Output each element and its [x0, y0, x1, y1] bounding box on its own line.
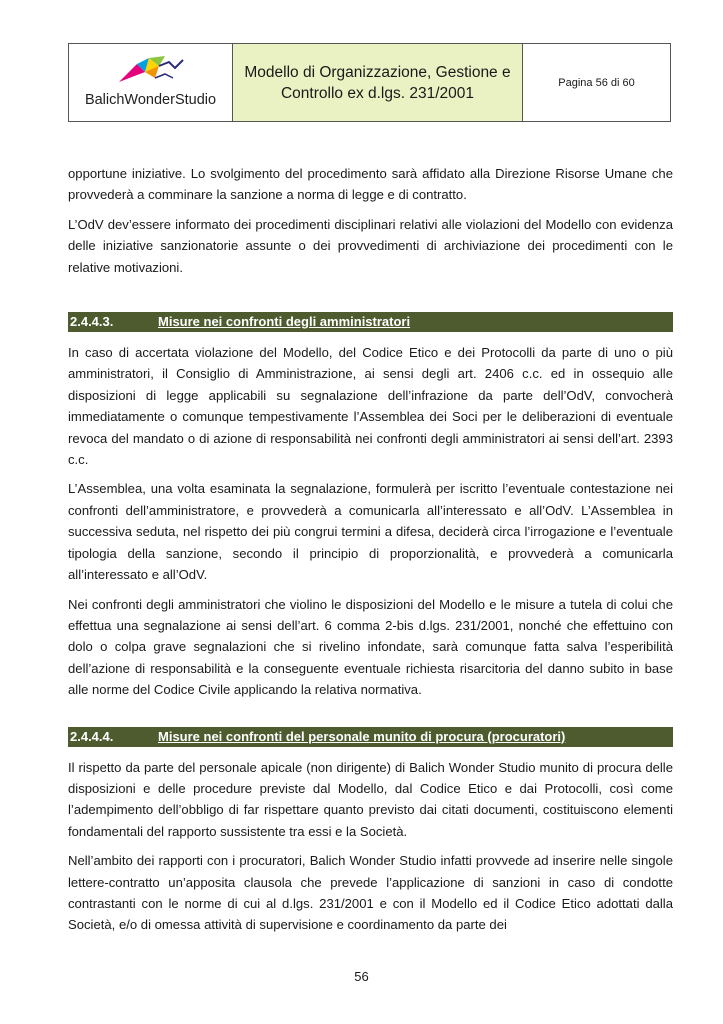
section-heading [68, 727, 673, 747]
document-body [68, 163, 673, 944]
logo-cell [69, 44, 233, 121]
section-title: Misure nei confronti del personale munito di procura (procuratori) [158, 728, 566, 744]
logo-text: BalichWonderStudio [84, 92, 217, 108]
paragraph: Nell’ambito dei rapporti con i procuratori, Balich Wonder Studio infatti provvede ad inserire nelle singole lettere-contratto un’apposita clausola che prevede l’applicazione di sanzioni in caso di condotte contrastanti con le norme di cui al d.lgs. 231/2001 e con il Modello ed il Codice Etico adottati dalla Società, e/o di omessa attività di supervisione e coordinamento da parte dei [68, 853, 673, 933]
paragraph: L’Assemblea, una volta esaminata la segnalazione, formulerà per iscritto l’eventuale contestazione nei confronti dell’amministratore, e provvederà a comunicarla all’interessato e all’OdV. L’Assemblea in successiva seduta, nel rispetto dei più congrui termini a difesa, deciderà circa l’irrogazione e l’eventuale tipologia della sanzione, secondo il principio di proporzionalità, e provvederà a comunicarla all’interessato e all’OdV. [68, 481, 673, 583]
section-number: 2.4.4.3. [70, 314, 114, 330]
section-heading [68, 312, 673, 332]
section-number: 2.4.4.4. [70, 728, 114, 744]
paragraph: In caso di accertata violazione del Modello, del Codice Etico e dei Protocolli da parte di uno o più amministratori, il Consiglio di Amministrazione, ai sensi degli art. 2406 c.c. ed in ossequio alle disposizioni di legge applicabili su segnalazione dell’infrazione da parte dell’OdV, convocherà immediatamente o comunque tempestivamente l’Assemblea dei Soci per le deliberazioni di eventuale revoca del mandato o di azione di responsabilità nei confronti degli amministratori ai sensi dell’art. 2393 c.c. [68, 345, 673, 468]
page-number: 56 [354, 969, 369, 984]
document-header [68, 43, 671, 122]
paragraph: Il rispetto da parte del personale apicale (non dirigente) di Balich Wonder Studio munito di procura delle disposizioni e delle procedure previste dal Modello, dal Codice Etico e dai Protocolli, così come l’adempimento dell’obbligo di far rispettare quanto previsto dai citati documenti, costituiscono elementi fondamentali del rapporto sussistente tra essi e la Società. [68, 759, 673, 839]
section-title: Misure nei confronti degli amministratori [158, 314, 411, 330]
company-logo [115, 52, 187, 86]
page-indicator: Pagina 56 di 60 [558, 77, 635, 89]
document-title: Modello di Organizzazione, Gestione e Controllo ex d.lgs. 231/2001 [233, 44, 523, 121]
paragraph: opportune iniziative. Lo svolgimento del procedimento sarà affidato alla Direzione Risorse Umane che provvederà a comminare la sanzione a norma di legge e di contratto. [68, 166, 673, 203]
paragraph: Nei confronti degli amministratori che violino le disposizioni del Modello e le misure a tutela di colui che effettua una segnalazione ai sensi dell’art. 6 comma 2-bis d.lgs. 231/2001, nonché che effettuino con dolo o colpa grave segnalazioni che si rivelino infondate, sarà comunque fatta salva l’esperibilità dell’azione di responsabilità e la conseguente eventuale richiesta risarcitoria del danno subito in base alle norme del Codice Civile applicando la relativa normativa. [68, 596, 673, 698]
paragraph: L’OdV dev’essere informato dei procedimenti disciplinari relativi alle violazioni del Modello con evidenza delle iniziative sanzionatorie assunte o dei provvedimenti di archiviazione dei procedimenti con le relative motivazioni. [68, 216, 673, 275]
